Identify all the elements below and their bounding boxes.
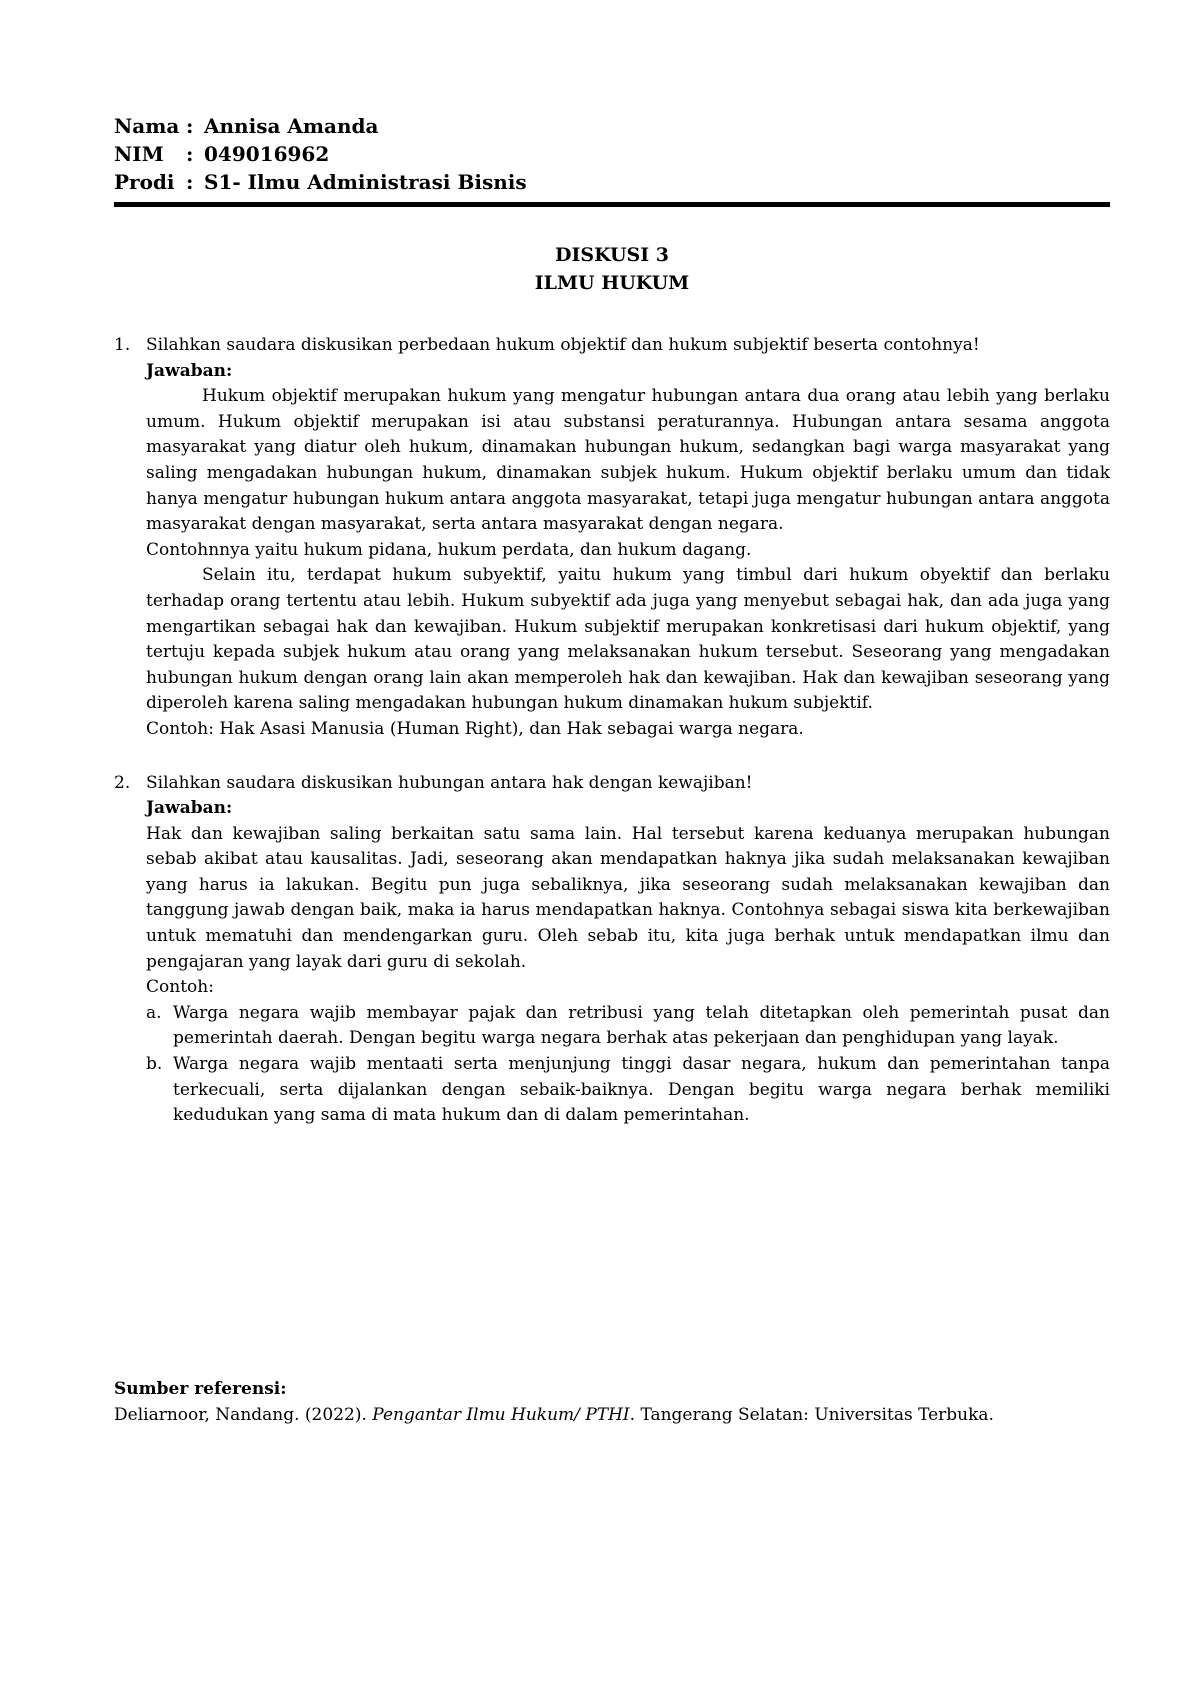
- header-row-prodi: [114, 168, 1110, 196]
- answer-paragraph: Hak dan kewajiban saling berkaitan satu sama lain. Hal tersebut karena keduanya merupakan hubungan sebab akibat atau kausalitas. Jadi, seseorang akan mendapatkan haknya jika sudah melaksanakan kewajiban yang harus ia lakukan. Begitu pun juga sebaliknya, jika seseorang sudah melaksanakan kewajiban dan tanggung jawab dengan baik, maka ia harus mendapatkan haknya. Contohnya sebagai siswa kita berkewajiban untuk mematuhi dan mendengarkan guru. Oleh sebab itu, kita juga berhak untuk mendapatkan ilmu dan pengajaran yang layak dari guru di sekolah.: [146, 823, 1110, 972]
- reference-publisher: . Tangerang Selatan: Universitas Terbuka.: [629, 1404, 994, 1425]
- question-1: [114, 333, 1110, 743]
- question-number: 2.: [114, 772, 131, 793]
- document-page: [114, 112, 1110, 1425]
- answer-paragraph: Selain itu, terdapat hukum subyektif, yaitu hukum yang timbul dari hukum obyektif dan berlaku terhadap orang tertentu atau lebih. Hukum subyektif ada juga yang menyebut sebagai hak, dan ada juga yang mengartikan sebagai hak dan kewajiban. Hukum subjektif merupakan konkretisasi dari hukum objektif, yang tertuju kepada subjek hukum atau orang yang melaksanakan hukum tersebut. Seseorang yang mengadakan hubungan hukum dengan orang lain akan memperoleh hak dan kewajiban. Hak dan kewajiban seseorang yang diperoleh karena saling mengadakan hubungan hukum dinamakan hukum subjektif.: [146, 565, 1110, 714]
- student-header: [114, 112, 1110, 207]
- nama-separator: :: [186, 114, 194, 138]
- prodi-value: S1- Ilmu Administrasi Bisnis: [204, 170, 527, 194]
- question-number: 1.: [114, 335, 131, 355]
- header-row-nim: [114, 140, 1110, 168]
- document-title: [114, 241, 1110, 297]
- nama-label: Nama: [114, 114, 180, 138]
- reference-section: [114, 1377, 1110, 1428]
- example-item-text: Warga negara wajib membayar pajak dan retribusi yang telah ditetapkan oleh pemerintah pusat dan pemerintah daerah. Dengan begitu warga negara berhak atas pekerjaan dan penghidupan yang layak.: [173, 1002, 1110, 1049]
- answer-label: Jawaban:: [146, 360, 233, 381]
- answer-example: Contohnnya yaitu hukum pidana, hukum perdata, dan hukum dagang.: [146, 539, 752, 560]
- question-text: Silahkan saudara diskusikan hubungan antara hak dengan kewajiban!: [146, 772, 753, 793]
- reference-label: Sumber referensi:: [114, 1379, 287, 1399]
- example-item-marker: b.: [146, 1054, 163, 1075]
- header-divider: [114, 202, 1110, 207]
- example-item: [146, 1052, 1110, 1129]
- example-item-text: Warga negara wajib mentaati serta menjunjung tinggi dasar negara, hukum dan pemerintahan tanpa terkecuali, serta dijalankan dengan sebaik-baiknya. Dengan begitu warga negara berhak memiliki kedudukan yang sama di mata hukum dan di dalam pemerintahan.: [173, 1054, 1110, 1126]
- nama-value: Annisa Amanda: [204, 114, 379, 138]
- answer-paragraph: Hukum objektif merupakan hukum yang mengatur hubungan antara dua orang atau lebih yang berlaku umum. Hukum objektif merupakan isi atau substansi peraturannya. Hubungan antara sesama anggota masyarakat yang diatur oleh hukum, dinamakan hubungan hukum, sedangkan bagi warga masyarakat yang saling mengadakan hubungan hukum, dinamakan subjek hukum. Hukum objektif berlaku umum dan tidak hanya mengatur hubungan hukum antara anggota masyarakat, tetapi juga mengatur hubungan antara anggota masyarakat dengan masyarakat, serta antara masyarakat dengan negara.: [146, 386, 1110, 535]
- reference-author: Deliarnoor, Nandang. (2022).: [114, 1404, 373, 1425]
- header-row-nama: [114, 112, 1110, 140]
- prodi-separator: :: [186, 170, 194, 194]
- nim-value: 049016962: [204, 142, 330, 166]
- question-text: Silahkan saudara diskusikan perbedaan hukum objektif dan hukum subjektif beserta contohnya!: [146, 335, 980, 355]
- answer-example: Contoh: Hak Asasi Manusia (Human Right), dan Hak sebagai warga negara.: [146, 718, 804, 739]
- example-item-marker: a.: [146, 1002, 162, 1023]
- reference-entry: [114, 1403, 1110, 1429]
- reference-book-title: Pengantar Ilmu Hukum/ PTHI: [372, 1404, 630, 1425]
- nim-label: NIM: [114, 142, 164, 166]
- title-line-2: ILMU HUKUM: [534, 272, 690, 294]
- example-item: [146, 1001, 1110, 1052]
- title-line-1: DISKUSI 3: [555, 244, 669, 266]
- nim-separator: :: [186, 142, 194, 166]
- prodi-label: Prodi: [114, 170, 175, 194]
- example-label: Contoh:: [146, 977, 214, 998]
- question-2: [114, 771, 1110, 1129]
- answer-label: Jawaban:: [146, 798, 233, 819]
